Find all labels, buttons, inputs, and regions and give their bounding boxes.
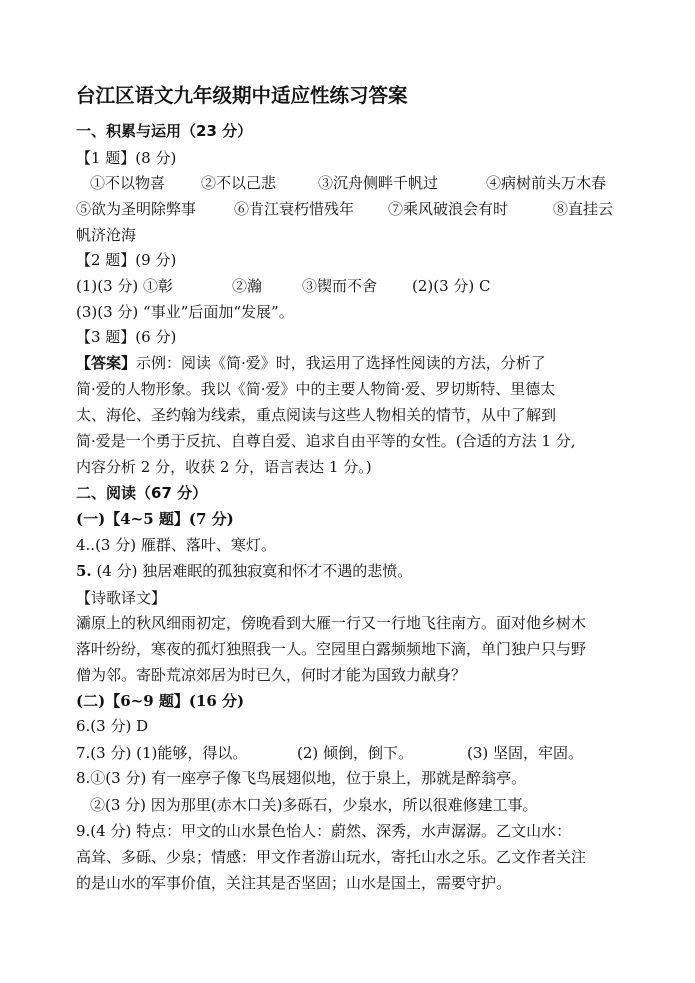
answer-item: ⑤欲为圣明除弊事 <box>76 200 197 218</box>
q5-number: 5. <box>76 562 92 580</box>
q2-answers-row-2: (3)(3 分) “事业”后面加“发展”。 <box>76 303 294 321</box>
answer-item: ③锲而不舍 <box>302 277 378 295</box>
answer-item: (2) 倾倒，倒下。 <box>297 744 414 762</box>
q7-answer <box>76 743 584 763</box>
answer-item: ③沉舟侧畔千帆过 <box>318 174 439 192</box>
q3-label: 【3 题】(6 分) <box>76 328 177 346</box>
answer-text: 示例：阅读《简·爱》时，我运用了选择性阅读的方法，分析了 <box>136 354 546 372</box>
q3-answer-line-4: 简·爱是一个勇于反抗、自尊自爱、追求自由平等的女性。(合适的方法 1 分, <box>76 432 576 450</box>
q9-answer-line-2: 高耸、多砾、少泉；情感：甲文作者游山玩水，寄托山水之乐。乙文作者关注 <box>76 848 587 866</box>
answer-item: (2)(3 分) C <box>412 277 491 295</box>
answer-item: (1)(3 分) ①彰 <box>76 277 174 295</box>
part-2-heading: (二)【6~9 题】(16 分) <box>76 692 245 710</box>
part-1-heading: (一)【4~5 题】(7 分) <box>76 510 234 528</box>
answer-item: (3) 坚固，牢固。 <box>467 744 584 762</box>
q4-answer: 4..(3 分) 雁群、落叶、寒灯。 <box>76 536 276 554</box>
answer-item: ④病树前头万木春 <box>486 174 607 192</box>
q2-label: 【2 题】(9 分) <box>76 251 177 269</box>
q3-answer-line-3: 太、海伦、圣约翰为线索，重点阅读与这些人物相关的情节，从中了解到 <box>76 406 557 424</box>
q9-answer-line-3: 的是山水的军事价值，关注其是否坚固；山水是国土，需要守护。 <box>76 874 512 892</box>
poem-translation-label: 【诗歌译文】 <box>76 589 167 607</box>
answer-tag: 【答案】 <box>76 354 137 372</box>
q1-answers-row-2 <box>76 199 614 219</box>
q3-answer-line-1 <box>76 353 546 373</box>
q8-answer-2: ②(3 分) 因为那里(赤木口关)多砾石，少泉水，所以很难修建工事。 <box>90 796 538 814</box>
q3-answer-line-2: 简·爱的人物形象。我以《简·爱》中的主要人物简·爱、罗切斯特、里德太 <box>76 380 556 398</box>
answer-item: ⑦乘风破浪会有时 <box>388 200 509 218</box>
q1-answers-row-1 <box>90 173 607 193</box>
q1-label: 【1 题】(8 分) <box>76 149 177 167</box>
answer-item: ②不以己悲 <box>201 174 277 192</box>
section-1-heading: 一、积累与运用（23 分） <box>76 122 253 140</box>
q5-text: (4 分) 独居难眠的孤独寂寞和怀才不遇的悲愤。 <box>96 562 413 580</box>
q1-answers-row-3: 帆济沧海 <box>76 226 137 244</box>
answer-item: ⑧直挂云 <box>553 200 614 218</box>
q6-answer: 6.(3 分) D <box>76 717 149 735</box>
q2-answers-row-1 <box>76 276 491 296</box>
poem-translation-line-3: 僧为邻。寄卧荒凉郊居为时已久，何时才能为国致力献身？ <box>76 666 467 684</box>
answer-item: ⑥肯江衰朽惜残年 <box>234 200 355 218</box>
answer-item: ①不以物喜 <box>90 174 166 192</box>
poem-translation-line-2: 落叶纷纷，寒夜的孤灯独照我一人。空园里白露频频地下滴，单门独户只与野 <box>76 640 587 658</box>
answer-item: 7.(3 分) (1)能够，得以。 <box>76 744 248 762</box>
q3-answer-line-5: 内容分析 2 分，收获 2 分，语言表达 1 分。) <box>76 458 372 476</box>
document-title: 台江区语文九年级期中适应性练习答案 <box>76 84 408 107</box>
answer-item: ②瀚 <box>232 277 263 295</box>
q5-answer <box>76 561 412 581</box>
q9-answer-line-1: 9.(4 分) 特点：甲文的山水景色怡人：蔚然、深秀，水声潺潺。乙文山水： <box>76 822 572 840</box>
poem-translation-line-1: 灞原上的秋风细雨初定，傍晚看到大雁一行又一行地飞往南方。面对他乡树木 <box>76 614 587 632</box>
q8-answer-1: 8.①(3 分) 有一座亭子像飞鸟展翅似地，位于泉上，那就是醉翁亭。 <box>76 769 527 787</box>
section-2-heading: 二、阅读（67 分） <box>76 484 208 502</box>
